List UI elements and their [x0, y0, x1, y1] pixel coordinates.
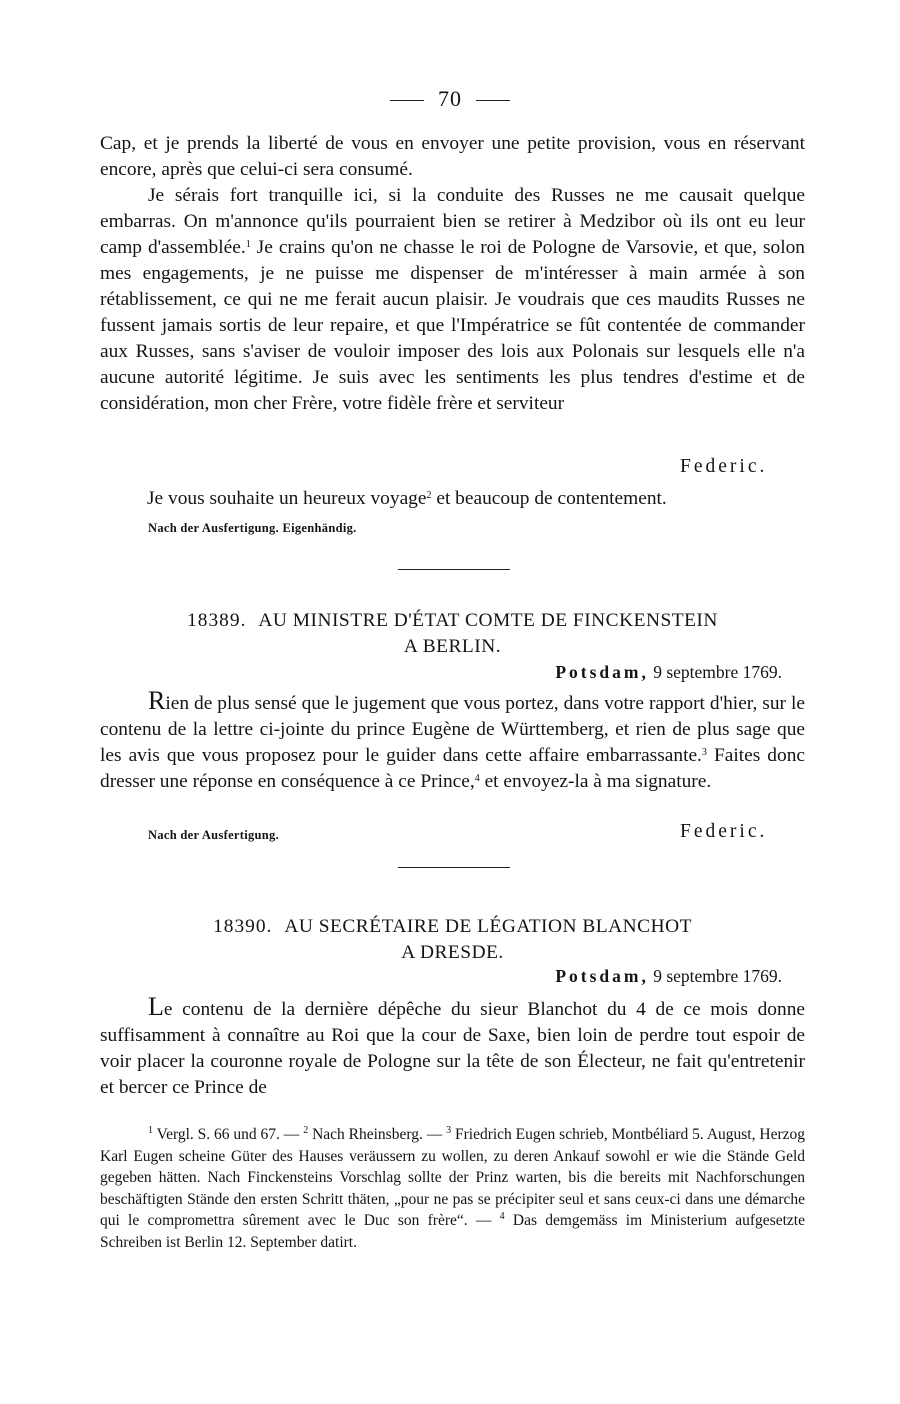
- footnote-text: Das demgemäss im Ministerium aufgesetzte Schreiben ist Berlin 12. September datirt.: [100, 1212, 805, 1251]
- footnote-marker: 4: [499, 1211, 505, 1222]
- footnote-marker: 3: [701, 747, 707, 758]
- page-number: 70: [438, 86, 462, 111]
- previous-letter-text: [100, 131, 805, 417]
- source-note: Nach der Ausfertigung. Eigenhändig.: [148, 521, 357, 535]
- heading-line: [100, 608, 805, 634]
- heading-title: AU MINISTRE D'ÉTAT COMTE DE FINCKENSTEIN: [258, 610, 718, 631]
- paragraph: Cap, et je prends la liberté de vous en envoyer une petite provision, vous en réservant encore, après que celui-ci sera consumé.: [100, 133, 805, 180]
- letter-number: 18389.: [187, 610, 247, 631]
- initial-letter: R: [148, 686, 166, 715]
- footnote-marker: 4: [474, 773, 480, 784]
- paragraph-text: Faites donc dresser une réponse en conséquence à ce Prince,: [100, 745, 805, 792]
- paragraph: [100, 486, 805, 512]
- footnote-marker: 1: [245, 239, 251, 250]
- paragraph: [100, 688, 805, 795]
- section-divider: [398, 569, 510, 570]
- footnotes: [100, 1124, 805, 1253]
- heading-line: A BERLIN.: [403, 636, 502, 657]
- footnote-marker: 2: [426, 490, 432, 501]
- paragraph-text: ien de plus sensé que le jugement que vous portez, dans votre rapport d'hier, sur le contenu de la lettre ci-jointe du prince Eugène de Württemberg, et rien de plus sage que les avis que vous proposez pour le guider dans cette affaire embarrassante.: [100, 693, 805, 766]
- footnote-marker: 1: [148, 1125, 153, 1136]
- footnote-text: Friedrich Eugen schrieb, Montbéliard 5. August, Herzog Karl Eugen scheine Güter des Hauses veräussern zu wollen, zu deren Ankauf sowohl er wie die Stände Geld gegeben hätten. Nach Finckensteins Vorschlag sollte der Prinz warten, bis die bereits mit Nachforschungen beschäftigten Stände den ersten Schritt thäten, „pour ne pas se précipiter seul et sans ceux-ci dans une démarche qui le compromettra sûrement avec le Duc son frère“. —: [100, 1126, 805, 1229]
- page-number-line: [0, 86, 900, 112]
- date-text: 9 septembre 1769.: [648, 662, 782, 682]
- date-place: Potsdam,: [555, 662, 649, 682]
- letter-text: [100, 994, 805, 1101]
- heading-line: A DRESDE.: [401, 942, 504, 963]
- footnote-paragraph: [100, 1124, 805, 1253]
- paragraph-text: Je vous souhaite un heureux voyage: [147, 488, 427, 509]
- signature: Federic.: [680, 456, 768, 477]
- paragraph: [100, 994, 805, 1101]
- letter-date: [555, 966, 782, 987]
- footnote-text: Vergl. S. 66 und 67. —: [153, 1126, 304, 1143]
- letter-text: [100, 688, 805, 795]
- page-number-dash-left: [390, 100, 424, 101]
- footnote-marker: 2: [303, 1125, 309, 1136]
- initial-letter: L: [148, 992, 164, 1021]
- paragraph-text: et beaucoup de contentement.: [431, 488, 667, 509]
- heading-title: AU SECRÉTAIRE DE LÉGATION BLANCHOT: [284, 916, 692, 937]
- paragraph: [100, 183, 805, 417]
- letter-heading: [100, 608, 805, 660]
- letter-number: 18390.: [213, 916, 273, 937]
- heading-line: [100, 914, 805, 940]
- signature: Federic.: [680, 821, 768, 842]
- source-note: Nach der Ausfertigung.: [148, 828, 280, 842]
- date-place: Potsdam,: [555, 966, 649, 986]
- footnote-marker: 3: [446, 1125, 452, 1136]
- letter-heading: [100, 914, 805, 966]
- paragraph-text: e contenu de la dernière dépêche du sieur Blanchot du 4 de ce mois donne suffisamment à connaître au Roi que la cour de Saxe, bien loin de perdre tout espoir de voir placer la couronne royale de Pologne sur la tête de son Électeur, ne fait qu'entretenir et bercer ce Prince de: [100, 999, 805, 1098]
- paragraph-text: Je crains qu'on ne chasse le roi de Pologne de Varsovie, et que, solon mes engagements, je ne puisse me dispenser de m'intéresser à main armée à son rétablissement, ce qui ne me ferait aucun plaisir. Je voudrais que ces maudits Russes ne fussent jamais sortis de leur repaire, et que l'Impératrice se fût contentée de commander aux Russes, sans s'aviser de vouloir imposer des lois aux Polonais sur lesquels elle n'a aucune autorité légitime. Je suis avec les sentiments les plus tendres d'estime et de considération, mon cher Frère, votre fidèle frère et serviteur: [100, 237, 806, 414]
- section-divider: [398, 867, 510, 868]
- letter-date: [555, 662, 782, 683]
- date-text: 9 septembre 1769.: [648, 966, 782, 986]
- paragraph-text: Je sérais fort tranquille ici, si la conduite des Russes ne me causait quelque embarras. On m'annonce qu'ils pourraient bien se retirer à Medzibor où ils ont eu leur camp d'assemblée.: [100, 185, 805, 258]
- footnote-text: Nach Rheinsberg. —: [308, 1126, 447, 1143]
- page-number-dash-right: [476, 100, 510, 101]
- postscript: [100, 486, 805, 512]
- paragraph-text: et envoyez-la à ma signature.: [479, 771, 712, 792]
